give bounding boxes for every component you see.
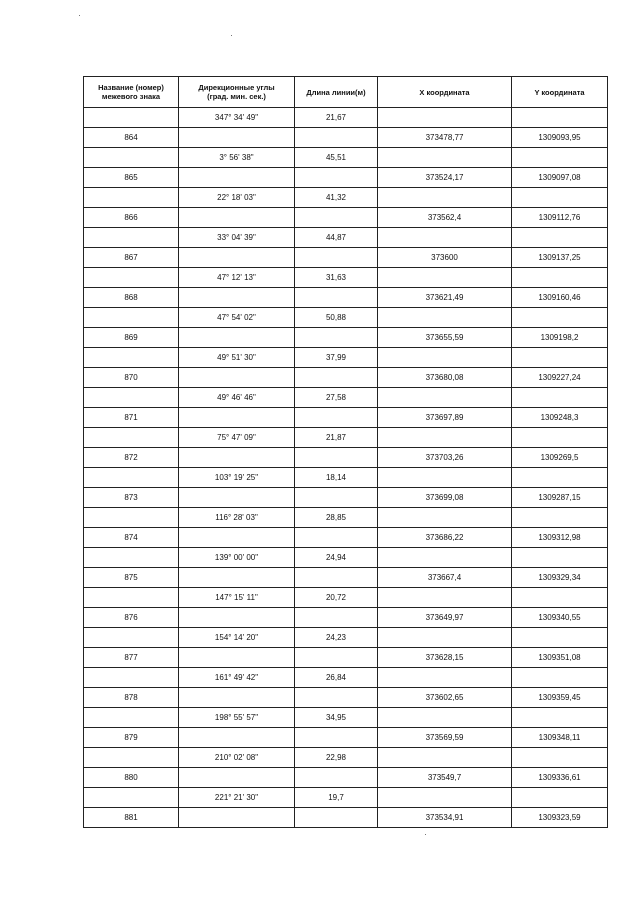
marker-name-cell: 872	[84, 448, 179, 468]
table-row	[84, 508, 608, 528]
direction-angle-cell: 47° 54' 02"	[179, 308, 295, 328]
line-length-cell	[295, 688, 378, 708]
direction-angle-cell	[179, 128, 295, 148]
marker-name-cell	[84, 388, 179, 408]
line-length-cell	[295, 768, 378, 788]
table-row	[84, 648, 608, 668]
line-length-cell	[295, 808, 378, 828]
y-coordinate-cell: 1309137,25	[512, 248, 608, 268]
y-coordinate-cell: 1309312,98	[512, 528, 608, 548]
direction-angle-cell	[179, 728, 295, 748]
y-coordinate-cell	[512, 108, 608, 128]
x-coordinate-cell: 373602,65	[378, 688, 512, 708]
x-coordinate-cell	[378, 108, 512, 128]
x-coordinate-cell: 373667,4	[378, 568, 512, 588]
direction-angle-cell: 103° 19' 25"	[179, 468, 295, 488]
table-row	[84, 328, 608, 348]
line-length-cell	[295, 528, 378, 548]
marker-name-cell: 868	[84, 288, 179, 308]
line-length-cell	[295, 488, 378, 508]
y-coordinate-cell: 1309198,2	[512, 328, 608, 348]
marker-name-cell	[84, 108, 179, 128]
direction-angle-cell	[179, 568, 295, 588]
marker-name-cell: 878	[84, 688, 179, 708]
table-row	[84, 588, 608, 608]
direction-angle-cell	[179, 208, 295, 228]
line-length-cell: 24,23	[295, 628, 378, 648]
marker-name-cell	[84, 188, 179, 208]
x-coordinate-cell	[378, 468, 512, 488]
line-length-cell: 37,99	[295, 348, 378, 368]
table-row	[84, 488, 608, 508]
line-length-cell: 21,87	[295, 428, 378, 448]
line-length-cell: 34,95	[295, 708, 378, 728]
line-length-cell	[295, 608, 378, 628]
direction-angle-cell: 347° 34' 49"	[179, 108, 295, 128]
marker-name-cell	[84, 148, 179, 168]
table-row	[84, 168, 608, 188]
y-coordinate-cell: 1309351,08	[512, 648, 608, 668]
table-row	[84, 688, 608, 708]
marker-name-cell: 870	[84, 368, 179, 388]
x-coordinate-cell: 373524,17	[378, 168, 512, 188]
y-coordinate-cell: 1309227,24	[512, 368, 608, 388]
direction-angle-cell: 139° 00' 00"	[179, 548, 295, 568]
y-coordinate-cell: 1309269,5	[512, 448, 608, 468]
direction-angle-cell: 116° 28' 03"	[179, 508, 295, 528]
table-row	[84, 108, 608, 128]
direction-angle-cell: 3° 56' 38"	[179, 148, 295, 168]
y-coordinate-cell	[512, 388, 608, 408]
marker-name-cell	[84, 508, 179, 528]
marker-name-cell	[84, 588, 179, 608]
table-row	[84, 268, 608, 288]
direction-angle-cell	[179, 168, 295, 188]
marker-name-cell: 871	[84, 408, 179, 428]
x-coordinate-cell: 373569,59	[378, 728, 512, 748]
marker-name-cell: 867	[84, 248, 179, 268]
scan-speck	[79, 15, 80, 16]
line-length-cell: 20,72	[295, 588, 378, 608]
direction-angle-cell: 198° 55' 57"	[179, 708, 295, 728]
x-coordinate-cell	[378, 428, 512, 448]
x-coordinate-cell	[378, 188, 512, 208]
y-coordinate-cell	[512, 588, 608, 608]
marker-name-cell	[84, 708, 179, 728]
y-coordinate-cell	[512, 188, 608, 208]
x-coordinate-cell	[378, 348, 512, 368]
x-coordinate-cell: 373600	[378, 248, 512, 268]
table-row	[84, 468, 608, 488]
x-coordinate-cell	[378, 148, 512, 168]
direction-angle-cell: 161° 49' 42"	[179, 668, 295, 688]
table-row	[84, 768, 608, 788]
x-coordinate-cell	[378, 708, 512, 728]
marker-name-cell	[84, 348, 179, 368]
x-coordinate-cell	[378, 228, 512, 248]
y-coordinate-cell	[512, 308, 608, 328]
marker-name-cell	[84, 308, 179, 328]
table-body	[84, 108, 608, 828]
direction-angle-cell: 221° 21' 30"	[179, 788, 295, 808]
direction-angle-cell: 147° 15' 11"	[179, 588, 295, 608]
direction-angle-cell: 22° 18' 03"	[179, 188, 295, 208]
x-coordinate-cell	[378, 788, 512, 808]
marker-name-cell	[84, 468, 179, 488]
x-coordinate-cell: 373628,15	[378, 648, 512, 668]
line-length-cell: 24,94	[295, 548, 378, 568]
x-coordinate-cell: 373686,22	[378, 528, 512, 548]
marker-name-cell: 865	[84, 168, 179, 188]
line-length-cell	[295, 568, 378, 588]
x-coordinate-cell	[378, 508, 512, 528]
x-coordinate-cell: 373680,08	[378, 368, 512, 388]
marker-name-cell: 877	[84, 648, 179, 668]
header-line-length: Длина линии(м)	[295, 77, 378, 108]
table-row	[84, 228, 608, 248]
table-row	[84, 408, 608, 428]
line-length-cell: 41,32	[295, 188, 378, 208]
direction-angle-cell	[179, 368, 295, 388]
line-length-cell: 50,88	[295, 308, 378, 328]
x-coordinate-cell: 373699,08	[378, 488, 512, 508]
table-row	[84, 608, 608, 628]
direction-angle-cell: 33° 04' 39"	[179, 228, 295, 248]
y-coordinate-cell	[512, 228, 608, 248]
y-coordinate-cell	[512, 548, 608, 568]
header-direction-angle-line1: Дирекционные углы	[198, 83, 275, 92]
x-coordinate-cell: 373697,89	[378, 408, 512, 428]
direction-angle-cell	[179, 808, 295, 828]
direction-angle-cell: 49° 51' 30"	[179, 348, 295, 368]
x-coordinate-cell	[378, 388, 512, 408]
line-length-cell	[295, 208, 378, 228]
y-coordinate-cell: 1309323,59	[512, 808, 608, 828]
table-row	[84, 308, 608, 328]
x-coordinate-cell: 373562,4	[378, 208, 512, 228]
y-coordinate-cell	[512, 628, 608, 648]
direction-angle-cell	[179, 408, 295, 428]
y-coordinate-cell: 1309093,95	[512, 128, 608, 148]
line-length-cell	[295, 248, 378, 268]
header-x-coordinate: X координата	[378, 77, 512, 108]
direction-angle-cell: 49° 46' 46"	[179, 388, 295, 408]
y-coordinate-cell	[512, 268, 608, 288]
table-row	[84, 568, 608, 588]
marker-name-cell: 864	[84, 128, 179, 148]
y-coordinate-cell	[512, 468, 608, 488]
line-length-cell: 31,63	[295, 268, 378, 288]
table-row	[84, 348, 608, 368]
x-coordinate-cell: 373703,26	[378, 448, 512, 468]
y-coordinate-cell	[512, 668, 608, 688]
line-length-cell	[295, 288, 378, 308]
marker-name-cell: 874	[84, 528, 179, 548]
x-coordinate-cell: 373655,59	[378, 328, 512, 348]
marker-name-cell	[84, 668, 179, 688]
line-length-cell: 27,58	[295, 388, 378, 408]
table-row	[84, 208, 608, 228]
line-length-cell	[295, 728, 378, 748]
x-coordinate-cell: 373649,97	[378, 608, 512, 628]
line-length-cell	[295, 368, 378, 388]
scan-speck	[231, 35, 232, 36]
y-coordinate-cell: 1309097,08	[512, 168, 608, 188]
line-length-cell: 22,98	[295, 748, 378, 768]
y-coordinate-cell: 1309329,34	[512, 568, 608, 588]
line-length-cell: 45,51	[295, 148, 378, 168]
x-coordinate-cell	[378, 588, 512, 608]
table-row	[84, 428, 608, 448]
line-length-cell	[295, 168, 378, 188]
table-row	[84, 808, 608, 828]
table-row	[84, 708, 608, 728]
marker-name-cell: 875	[84, 568, 179, 588]
direction-angle-cell	[179, 248, 295, 268]
x-coordinate-cell: 373621,49	[378, 288, 512, 308]
table-row	[84, 128, 608, 148]
y-coordinate-cell: 1309287,15	[512, 488, 608, 508]
direction-angle-cell	[179, 328, 295, 348]
x-coordinate-cell	[378, 548, 512, 568]
y-coordinate-cell: 1309248,3	[512, 408, 608, 428]
table-row	[84, 628, 608, 648]
marker-name-cell: 879	[84, 728, 179, 748]
direction-angle-cell	[179, 448, 295, 468]
table-row	[84, 548, 608, 568]
y-coordinate-cell: 1309336,61	[512, 768, 608, 788]
marker-name-cell: 876	[84, 608, 179, 628]
x-coordinate-cell	[378, 668, 512, 688]
marker-name-cell	[84, 228, 179, 248]
y-coordinate-cell	[512, 708, 608, 728]
table-row	[84, 668, 608, 688]
y-coordinate-cell	[512, 148, 608, 168]
table-row	[84, 748, 608, 768]
table-row	[84, 528, 608, 548]
table-row	[84, 188, 608, 208]
table-row	[84, 728, 608, 748]
y-coordinate-cell	[512, 748, 608, 768]
direction-angle-cell	[179, 768, 295, 788]
line-length-cell	[295, 448, 378, 468]
marker-name-cell: 866	[84, 208, 179, 228]
direction-angle-cell	[179, 288, 295, 308]
line-length-cell	[295, 128, 378, 148]
y-coordinate-cell	[512, 348, 608, 368]
marker-name-cell: 873	[84, 488, 179, 508]
header-marker-name-line1: Название (номер)	[98, 83, 164, 92]
header-marker-name	[84, 77, 179, 108]
line-length-cell: 28,85	[295, 508, 378, 528]
table-header-row	[84, 77, 608, 108]
x-coordinate-cell	[378, 308, 512, 328]
marker-name-cell	[84, 268, 179, 288]
marker-name-cell: 880	[84, 768, 179, 788]
direction-angle-cell: 47° 12' 13"	[179, 268, 295, 288]
line-length-cell: 26,84	[295, 668, 378, 688]
scan-speck	[425, 834, 426, 835]
direction-angle-cell	[179, 688, 295, 708]
y-coordinate-cell: 1309359,45	[512, 688, 608, 708]
x-coordinate-cell	[378, 748, 512, 768]
y-coordinate-cell	[512, 508, 608, 528]
marker-name-cell	[84, 428, 179, 448]
y-coordinate-cell: 1309112,76	[512, 208, 608, 228]
y-coordinate-cell: 1309160,46	[512, 288, 608, 308]
x-coordinate-cell: 373549,7	[378, 768, 512, 788]
table-row	[84, 368, 608, 388]
y-coordinate-cell: 1309348,11	[512, 728, 608, 748]
line-length-cell: 21,67	[295, 108, 378, 128]
direction-angle-cell	[179, 648, 295, 668]
marker-name-cell: 869	[84, 328, 179, 348]
line-length-cell: 44,87	[295, 228, 378, 248]
x-coordinate-cell	[378, 628, 512, 648]
header-direction-angle	[179, 77, 295, 108]
y-coordinate-cell	[512, 428, 608, 448]
table-row	[84, 788, 608, 808]
line-length-cell	[295, 408, 378, 428]
table-row	[84, 388, 608, 408]
marker-name-cell	[84, 788, 179, 808]
direction-angle-cell	[179, 488, 295, 508]
y-coordinate-cell: 1309340,55	[512, 608, 608, 628]
direction-angle-cell	[179, 528, 295, 548]
direction-angle-cell: 75° 47' 09"	[179, 428, 295, 448]
x-coordinate-cell	[378, 268, 512, 288]
table-row	[84, 248, 608, 268]
marker-name-cell: 881	[84, 808, 179, 828]
line-length-cell	[295, 328, 378, 348]
line-length-cell: 19,7	[295, 788, 378, 808]
x-coordinate-cell: 373478,77	[378, 128, 512, 148]
coordinates-table	[83, 76, 608, 828]
table-row	[84, 288, 608, 308]
line-length-cell: 18,14	[295, 468, 378, 488]
header-y-coordinate: Y координата	[512, 77, 608, 108]
direction-angle-cell	[179, 608, 295, 628]
x-coordinate-cell: 373534,91	[378, 808, 512, 828]
y-coordinate-cell	[512, 788, 608, 808]
table-row	[84, 148, 608, 168]
direction-angle-cell: 210° 02' 08"	[179, 748, 295, 768]
header-direction-angle-line2: (град. мин. сек.)	[207, 92, 266, 101]
marker-name-cell	[84, 548, 179, 568]
header-marker-name-line2: межевого знака	[101, 92, 161, 101]
table-row	[84, 448, 608, 468]
marker-name-cell	[84, 628, 179, 648]
direction-angle-cell: 154° 14' 20"	[179, 628, 295, 648]
marker-name-cell	[84, 748, 179, 768]
line-length-cell	[295, 648, 378, 668]
